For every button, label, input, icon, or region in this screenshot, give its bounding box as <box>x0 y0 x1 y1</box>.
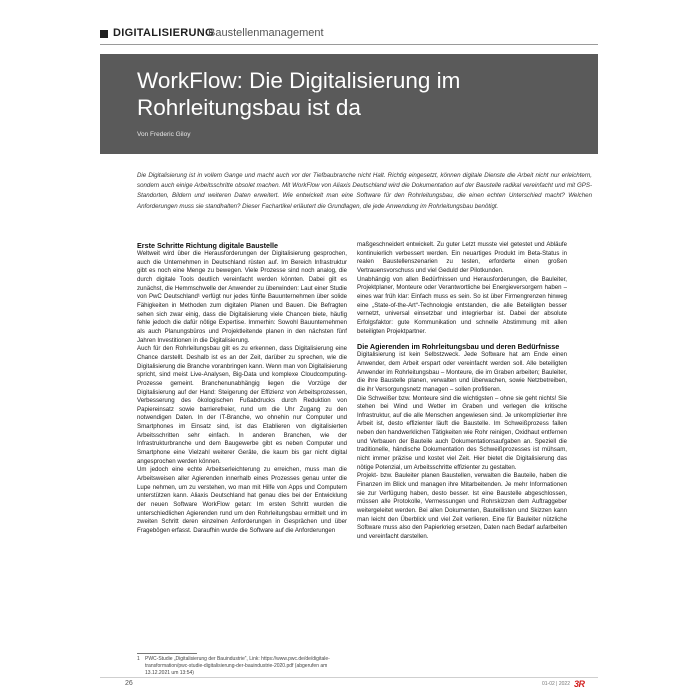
issue-label: 01-02 | 2022 <box>542 681 570 687</box>
article-title: WorkFlow: Die Digitalisierung im Rohrleitungsbau ist da <box>137 68 461 120</box>
title-banner <box>100 54 598 154</box>
page-number: 26 <box>125 680 133 687</box>
header-divider <box>100 44 598 45</box>
left-column <box>137 241 347 536</box>
section-subkicker: Baustellenmanagement <box>208 27 324 39</box>
article-intro: Die Digitalisierung ist in vollem Gange und macht auch vor der Tiefbaubranche nicht Halt. Richtig eingesetzt, können digitale Dienste die Arbeit nicht nur erleichtern, sondern auch einige Arbeitsschritte obsolet machen. Mit WorkFlow von Aliaxis Deutschland wird die Dokumentation auf der Baustelle radikal vereinfacht und mit GPS-Standorten, Bildern und weiteren Daten erweitert. Wie entwickelt man eine Software für den Rohrleitungsbau, die einen echten Unterschied macht? Welchen Anforderungen muss sie standhalten? Dieser Fachartikel erläutert die Grundlagen, die jede Anwendung im Rohrleitungsbau benötigt. <box>137 172 592 210</box>
right-section-heading: Die Agierenden im Rohrleitungsbau und deren Bedürfnisse <box>357 342 560 352</box>
footnote-divider <box>137 653 197 654</box>
paragraph: Die Schweißer bzw. Monteure sind die wichtigsten – ohne sie geht nichts! Sie stehen bei Wind und Wetter im Graben und verlegen die kritische Infrastruktur, auf die alle Menschen angewiesen sind. Je unkomplizierter ihre Arbeit ist, desto effizienter läuft die Baustelle. Im Schweißprozess fallen neben den handwerklichen Tätigkeiten wie Rohr reinigen, Oxidhaut entfernen und Verbauen der Bauteile auch Dokumentationsaufgaben an. Speziell die traditionelle, händische Dokumentation des Schweißprozesses ist mühsam, nicht immer präzise und kostet viel Zeit. Hier bietet die Digitalisierung das nötige Potenzial, um Arbeitsschritte effizienter zu gestalten. <box>357 394 567 471</box>
right-column <box>357 241 567 542</box>
paragraph: Um jedoch eine echte Arbeitserleichterung zu erreichen, muss man die Arbeitsweisen aller Agierenden innerhalb eines Prozesses genau unter die Lupe nehmen, um zu verstehen, wo man mit Hilfe von Apps und Computern unterstützen kann. Aliaxis Deutschland hat genau dies bei der Entwicklung der neuen Software WorkFlow getan: Im ersten Schritt wurden die unterschiedlichen Agierenden rund um den Rohrleitungsbau ermittelt und im zweiten Schritt deren einzelnen Anforderungen in Gesprächen und über Fragebögen erfasst. Daraufhin wurde die Software auf die Anforderungen <box>137 466 347 534</box>
article-byline: Von Frederic Giloy <box>137 131 191 138</box>
section-marker <box>100 30 108 38</box>
paragraph: Unabhängig von allen Bedürfnissen und Herausforderungen, die Bauleiter, Projektplaner, Monteure oder Verantwortliche bei Energieversorgern haben – eines war früh klar: Einfach muss es sein. So ist über Firmengrenzen hinweg eine „State-of-the-Art“-Technologie entstanden, die alle Beteiligten besser vernetzt, universal einsetzbar und integrierbar ist. Dabei der absolute Erfolgsfaktor: gute Kommunikation und schnelle Abstimmung mit allen beteiligten Projektpartner. <box>357 275 567 335</box>
page-footer <box>100 680 598 692</box>
footnote-text: PWC-Studie „Digitalisierung der Bauindustrie“, Link: https://www.pwc.de/de/digitale-transformation/pwc-studie-digitalisierung-der-bauindustrie-2020.pdf (abgerufen am 13.12.2021 um 13:54) <box>145 656 330 676</box>
footer-divider <box>100 677 598 678</box>
paragraph: Auch für den Rohrleitungsbau gilt es zu erkennen, dass Digitalisierung eine Chance darstellt. Deshalb ist es an der Zeit, darüber zu sprechen, wie die Digitalisierung die Branche voranbringen kann. Wenn man von Digitalisierung spricht, sind meist Live-Analysen, Big-Data und komplexe Cloudcomputing-Prozesse gemeint. Branchenunabhängig liegen die Vorzüge der Digitalisierung auf der Hand: Steigerung der Effizienz von Arbeitsprozessen, Verbesserung des ökologischen Fußabdrucks durch Reduktion von Papiereinsatz sowie barrierefreier, rund um die Uhr Zugang zu den notwendigen Daten. In der IT-Branche, wo ohnehin nur Computer und Smartphones im Einsatz sind, ist das Etablieren von digitalisierten Arbeitsschritten sehr einfach. In anderen Branchen, wie der Infrastrukturbranche und dem Baugewerbe gibt es neben Computer und Smartphone eine Vielzahl weiterer Geräte, die kaum bis gar nicht digital angesprochen werden können. <box>137 345 347 465</box>
paragraph: maßgeschneidert entwickelt. Zu guter Letzt musste viel getestet und Abläufe kontinuierlich verbessert werden. Ein neuartiges Produkt im Beta-Status in realen Baustellenszenarien zu testen, erforderte einen großen Vertrauensvorschuss und viel Geduld der Pilotkunden. <box>357 241 567 274</box>
paragraph: Digitalisierung ist kein Selbstzweck. Jede Software hat am Ende einen Anwender, dem Arbeit erspart oder vereinfacht werden soll. Alle beteiligten Anwender im Rohrleitungsbau – Monteure, die im Graben arbeiten; Bauleiter, die ihre Baustelle planen, verwalten und überwachen, sowie Netzbetreiben, die ihr Versorgungsnetz managen – sollen profitieren. <box>357 351 567 393</box>
magazine-logo: 3R <box>574 679 585 689</box>
paragraph: Weltweit wird über die Herausforderungen der Digitalisierung gesprochen, auch die Unternehmen in Deutschland rüsten auf. Im Bereich Infrastruktur gibt es noch eine Menge zu bewegen. Viele Prozesse sind noch analog, die durch digitale Tools deutlich vereinfacht werden könnten. Dabei gilt es zunächst, die Hemmschwelle der Anwender zu überwinden: Laut einer Studie von PwC Deutschland¹ verfügt nur jedes fünfte Bauunternehmen über solide Fähigkeiten in Methoden zum digitalen Planen und Bauen. Die Befragten sehen sich zwar einig, dass die Digitalisierung viele Chancen biete, häufig fehle jedoch die dafür nötige Expertise. Immerhin: Sowohl Bauunternehmen als auch Planungsbüros und Projektleitende planen in den nächsten fünf Jahren Investitionen in die Digitalisierung. <box>137 250 347 344</box>
footnote <box>137 656 342 677</box>
left-section-heading: Erste Schritte Richtung digitale Baustelle <box>137 241 278 250</box>
paragraph: Projekt- bzw. Bauleiter planen Baustellen, verwalten die Bauteile, haben die Finanzen im Blick und managen ihre Mitarbeitenden. Je mehr Informationen sie zur Verfügung haben, desto besser. Ist eine Baustelle abgeschlossen, müssen alle Protokolle, Vermessungen und Rohrskizzen dem Auftraggeber weitergeleitet werden. Bei allen Dokumenten, Bauteillisten und Skizzen kann man leicht den Überblick und viel Zeit verlieren. Eine für Bauleiter nützliche Software muss also den Papierkrieg ersetzen, Daten nach Bedarf aufarbeiten und vereinfacht darstellen. <box>357 472 567 540</box>
section-kicker: DIGITALISIERUNG <box>113 27 214 39</box>
section-header <box>100 26 598 42</box>
footnote-number: 1 <box>137 656 140 662</box>
